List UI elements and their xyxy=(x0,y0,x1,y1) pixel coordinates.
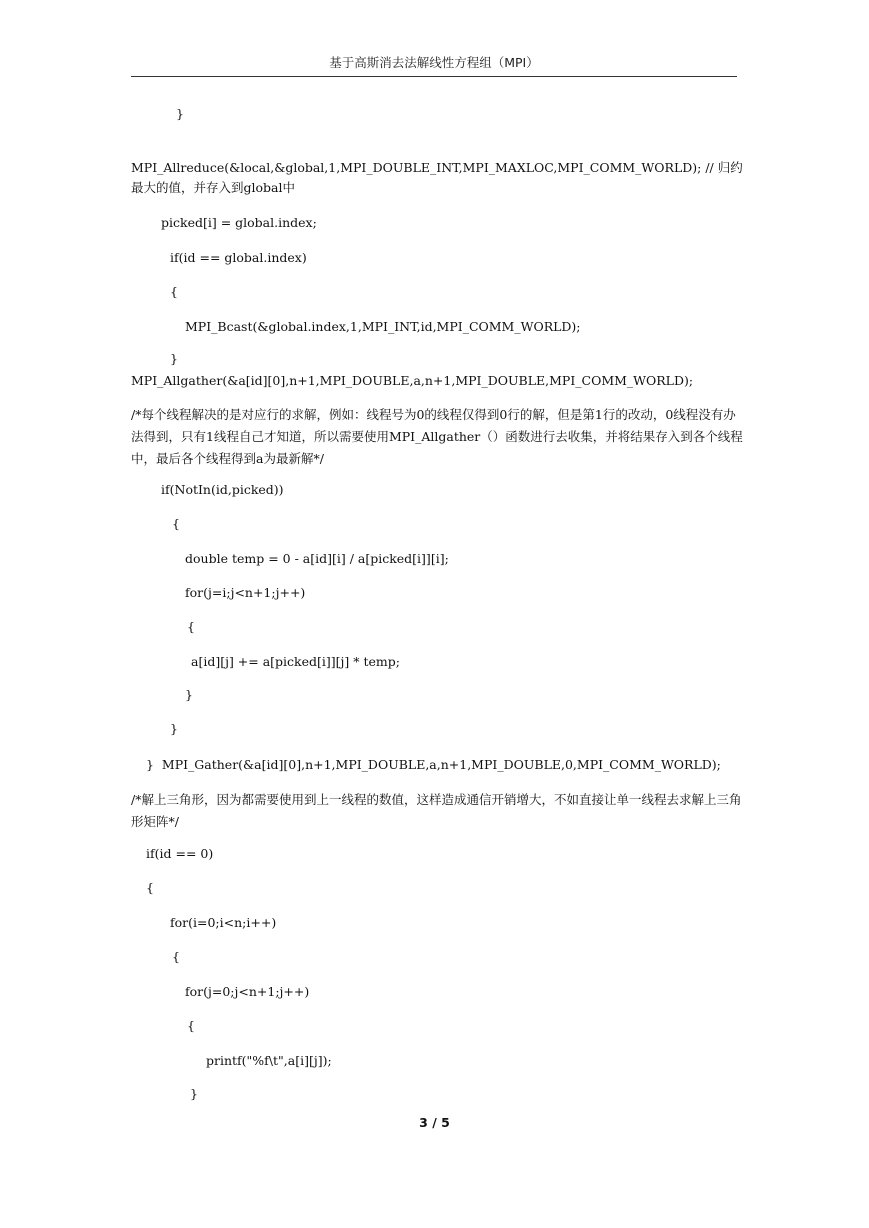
code-line: } xyxy=(185,687,193,702)
code-line: for(j=i;j<n+1;j++) xyxy=(185,585,306,600)
code-line: } xyxy=(190,1086,198,1101)
code-line: printf("%f\t",a[i][j]); xyxy=(206,1053,332,1068)
header-rule xyxy=(131,76,737,77)
code-line: } xyxy=(176,106,184,121)
code-line: { xyxy=(146,880,154,895)
code-line: { xyxy=(172,949,180,964)
code-line-allgather: MPI_Allgather(&a[id][0],n+1,MPI_DOUBLE,a,n+1,MPI_DOUBLE,MPI_COMM_WORLD); xyxy=(131,373,694,388)
code-line: { xyxy=(187,1018,195,1033)
code-line: for(j=0;j<n+1;j++) xyxy=(185,984,310,999)
code-line: if(id == 0) xyxy=(146,846,214,861)
code-line: picked[i] = global.index; xyxy=(161,215,317,230)
page-header-title: 基于高斯消去法解线性方程组（MPI） xyxy=(329,55,539,70)
code-line-allreduce: MPI_Allreduce(&local,&global,1,MPI_DOUBLE_INT,MPI_MAXLOC,MPI_COMM_WORLD); // 归约最大的值，并存入到global中 xyxy=(131,160,743,195)
code-line: } xyxy=(170,351,178,366)
code-line: if(id == global.index) xyxy=(170,250,307,265)
comment-paragraph: /*解上三角形，因为都需要使用到上一线程的数值，这样造成通信开销增大，不如直接让单一线程去求解上三角形矩阵*/ xyxy=(131,792,742,829)
code-line: if(NotIn(id,picked)) xyxy=(161,482,284,497)
code-line: { xyxy=(172,516,180,531)
page-number: 3 / 5 xyxy=(419,1115,450,1130)
code-line: a[id][j] += a[picked[i]][j] * temp; xyxy=(191,654,400,669)
code-line: { xyxy=(170,284,178,299)
comment-paragraph: /*每个线程解决的是对应行的求解，例如：线程号为0的线程仅得到0行的解，但是第1行的改动，0线程没有办法得到，只有1线程自己才知道，所以需要使用MPI_Allgather（）函数进行去收集，并将结果存入到各个线程中，最后各个线程得到a为最新解*/ xyxy=(131,407,743,466)
code-line: double temp = 0 - a[id][i] / a[picked[i]][i]; xyxy=(185,551,449,566)
code-line-gather: } MPI_Gather(&a[id][0],n+1,MPI_DOUBLE,a,n+1,MPI_DOUBLE,0,MPI_COMM_WORLD); xyxy=(146,757,721,772)
code-line: for(i=0;i<n;i++) xyxy=(170,915,277,930)
code-line: } xyxy=(170,721,178,736)
code-line: { xyxy=(187,619,195,634)
code-line: MPI_Bcast(&global.index,1,MPI_INT,id,MPI_COMM_WORLD); xyxy=(185,319,581,334)
